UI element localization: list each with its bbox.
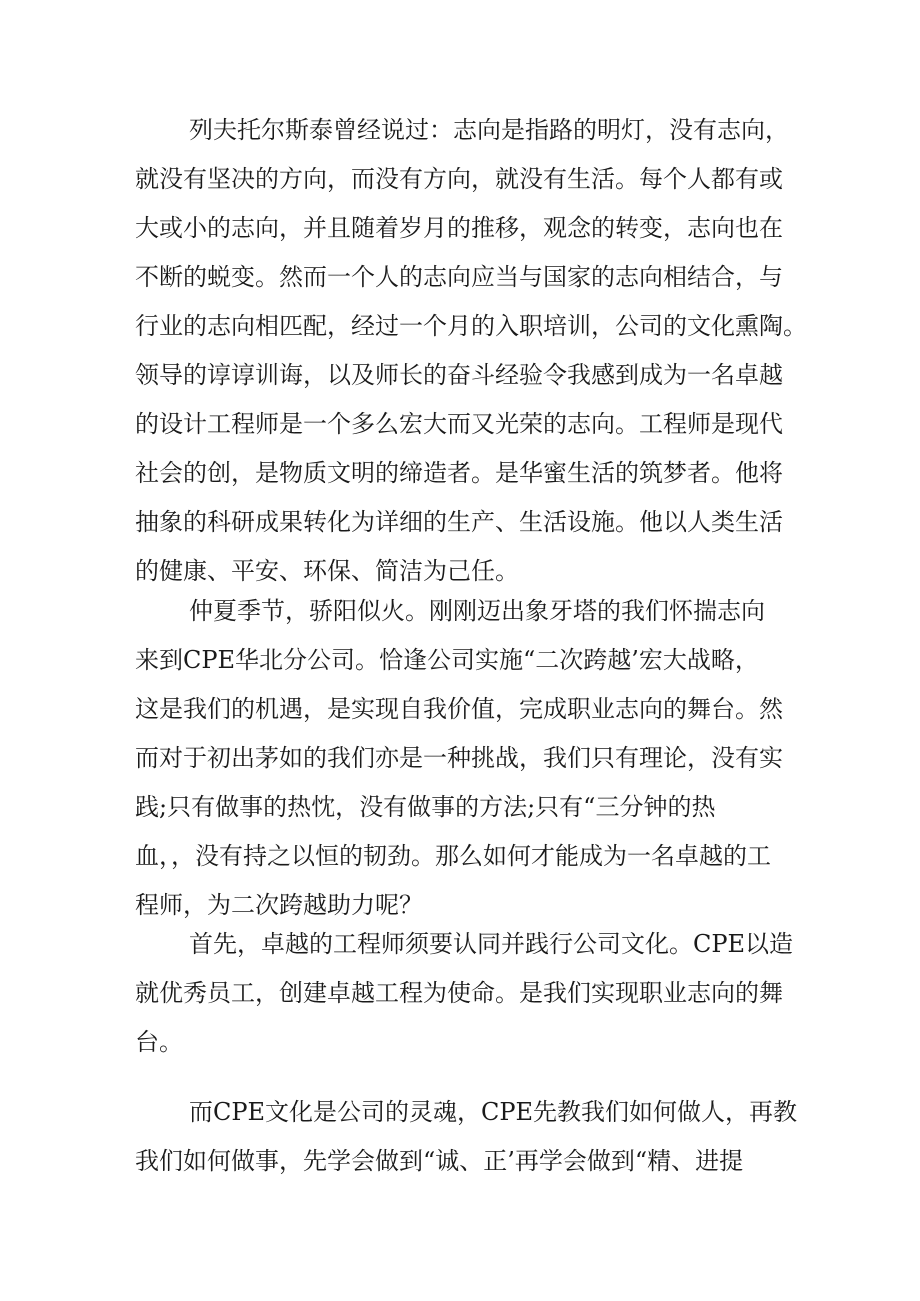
paragraph-line: 列夫托尔斯泰曾经说过：志向是指路的明灯，没有志向， xyxy=(189,116,789,144)
paragraph-line: 社会的创，是物质文明的缔造者。是华蜜生活的筑梦者。他将 xyxy=(135,459,783,487)
paragraph-2 xyxy=(135,587,795,930)
paragraph-line: 程师，为二次跨越助力呢？ xyxy=(135,891,423,919)
paragraph-line: 的设计工程师是一个多么宏大而又光荣的志向。工程师是现代 xyxy=(135,410,783,438)
paragraph-line: 不断的蜕变。然而一个人的志向应当与国家的志向相结合，与 xyxy=(135,263,783,291)
paragraph-line: 台。 xyxy=(135,1028,183,1056)
paragraph-line: 这是我们的机遇，是实现自我价值，完成职业志向的舞台。然 xyxy=(135,695,783,723)
paragraph-line: 就优秀员工，创建卓越工程为使命。是我们实现职业志向的舞 xyxy=(135,979,783,1007)
paragraph-line: 首先，卓越的工程师须要认同并践行公司文化。CPE以造 xyxy=(189,930,794,958)
paragraph-line: 来到CPE华北分公司。恰逢公司实施“二次跨越’宏大战略， xyxy=(135,646,759,674)
paragraph-line: 领导的谆谆训诲，以及师长的奋斗经验令我感到成为一名卓越 xyxy=(135,361,783,389)
paragraph-line: 行业的志向相匹配，经过一个月的入职培训，公司的文化熏陶。 xyxy=(135,312,807,340)
paragraph-4 xyxy=(135,1088,798,1186)
paragraph-line: 的健康、平安、环保、简洁为己任。 xyxy=(135,557,519,585)
paragraph-line: 仲夏季节，骄阳似火。刚刚迈出象牙塔的我们怀揣志向 xyxy=(189,597,765,625)
paragraph-line: 大或小的志向，并且随着岁月的推移，观念的转变，志向也在 xyxy=(135,214,783,242)
paragraph-line: 我们如何做事，先学会做到“诚、正’再学会做到“精、进提 xyxy=(135,1147,744,1175)
paragraph-line: 抽象的科研成果转化为详细的生产、生活设施。他以人类生活 xyxy=(135,508,783,536)
paragraph-line: 就没有坚决的方向，而没有方向，就没有生活。每个人都有或 xyxy=(135,165,783,193)
paragraph-3 xyxy=(135,920,795,1067)
paragraph-1 xyxy=(135,106,807,596)
paragraph-line: 而对于初出茅如的我们亦是一种挑战，我们只有理论，没有实 xyxy=(135,744,783,772)
paragraph-line: 践;只有做事的热忱，没有做事的方法;只有“三分钟的热 xyxy=(135,793,716,821)
paragraph-line: 血，，没有持之以恒的韧劲。那么如何才能成为一名卓越的工 xyxy=(135,842,771,870)
paragraph-line: 而CPE文化是公司的灵魂，CPE先教我们如何做人，再教 xyxy=(189,1098,798,1126)
